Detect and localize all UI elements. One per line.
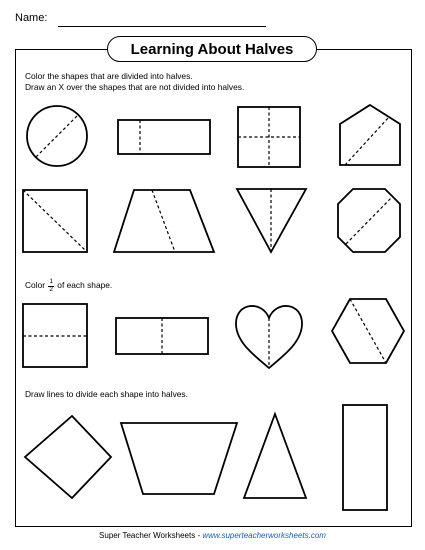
footer-url-link[interactable]: www.superteacherworksheets.com — [202, 531, 326, 540]
diamond-shape[interactable] — [25, 416, 111, 498]
square-color-half-shape[interactable] — [23, 304, 87, 367]
footer — [0, 531, 425, 540]
trapezoid-shape[interactable] — [114, 190, 214, 252]
circle-halved-shape[interactable] — [27, 106, 87, 166]
rectangle-color-half-shape[interactable] — [116, 318, 208, 354]
square-quartered-shape[interactable] — [238, 107, 300, 167]
instruction-1-line-2: Draw an X over the shapes that are not divided into halves. — [25, 82, 245, 92]
footer-brand: Super Teacher Worksheets — [99, 531, 196, 540]
instruction-2-suffix: of each shape. — [57, 280, 113, 291]
page-title: Learning About Halves — [107, 36, 317, 62]
triangle-up-shape[interactable] — [244, 414, 306, 498]
footer-separator: - — [195, 531, 203, 540]
trapezoid-inverted-shape[interactable] — [121, 423, 237, 494]
octagon-shape[interactable] — [338, 189, 400, 252]
square-diagonal-shape[interactable] — [23, 190, 87, 252]
heart-shape[interactable] — [236, 306, 302, 368]
pentagon-shape[interactable] — [340, 105, 400, 165]
instruction-3: Draw lines to divide each shape into halves. — [25, 389, 188, 399]
fraction-denominator: 2 — [49, 285, 53, 293]
hexagon-shape[interactable] — [332, 299, 404, 363]
rectangle-halved-shape[interactable] — [118, 120, 210, 154]
fraction-numerator: 1 — [49, 278, 53, 285]
triangle-down-shape[interactable] — [237, 189, 306, 252]
instruction-2-prefix: Color — [25, 280, 46, 291]
name-label: Name: — [15, 12, 48, 24]
tall-rectangle-shape[interactable] — [343, 405, 387, 510]
instruction-1-line-1: Color the shapes that are divided into halves. — [25, 71, 193, 81]
